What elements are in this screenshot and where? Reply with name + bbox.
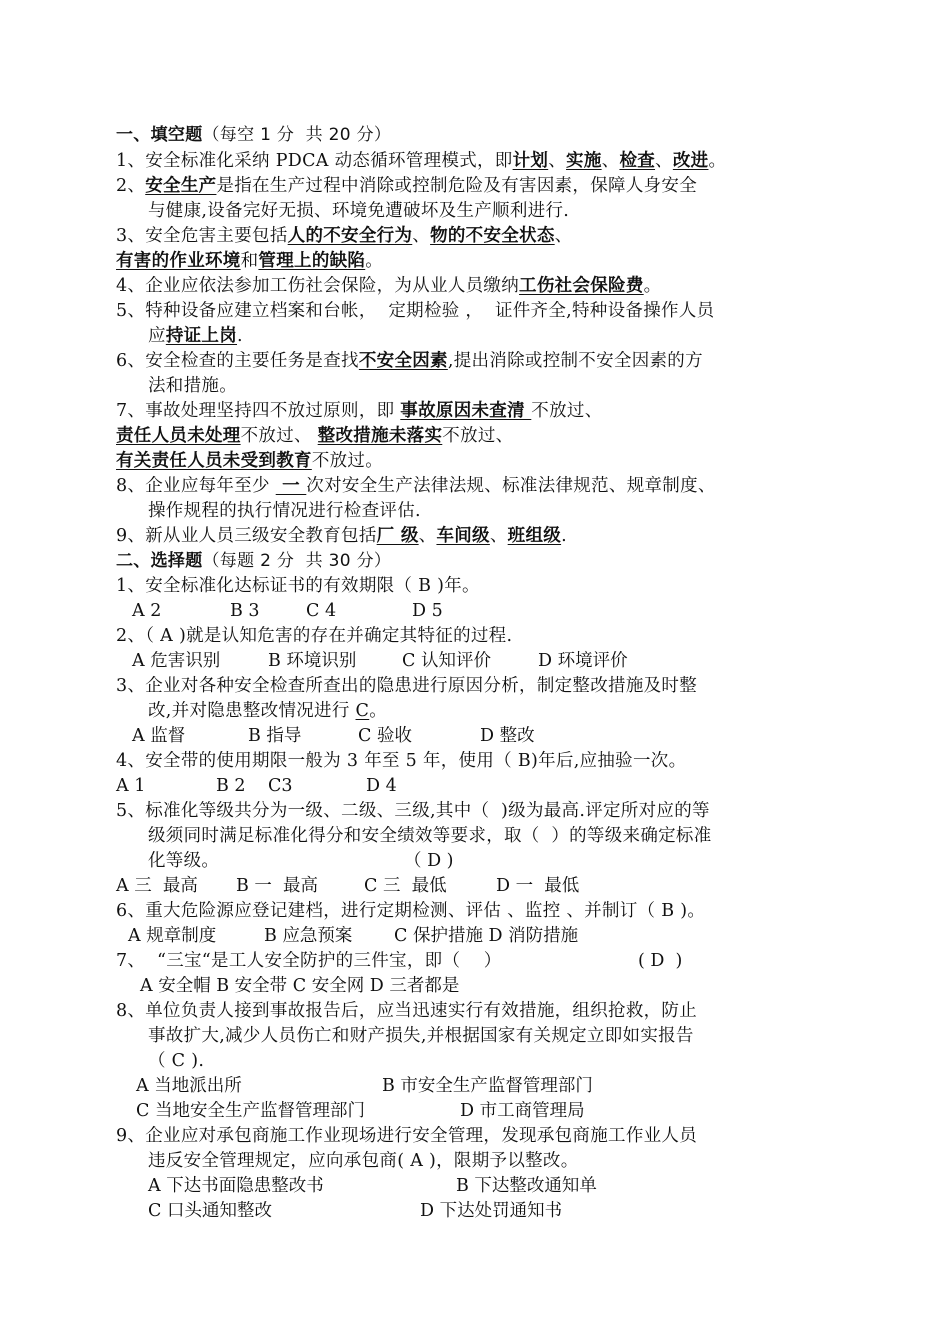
answer: 计划 [512, 151, 549, 171]
q-text: 不放过、 [442, 426, 514, 446]
option: A 三 最高 [116, 876, 198, 896]
option: C 认知评价 [402, 651, 491, 671]
fill-question-9 [116, 524, 567, 548]
option: C 4 [306, 601, 337, 621]
choice-question-7: 7、 “三宝“是工人安全防护的三件宝，即（ ） [116, 951, 502, 971]
fill-question-8 [116, 474, 716, 498]
answer: 责任人员未处理 [116, 426, 241, 446]
option: D 5 [412, 601, 443, 621]
end: 。 [369, 701, 388, 721]
end: 。 [643, 276, 662, 296]
q-num: 2、 [116, 176, 146, 196]
choice-question-5: 5、标准化等级共分为一级、二级、三级,其中（ )级为最高.评定所对应的等 [116, 801, 710, 821]
option: B 3 [230, 601, 260, 621]
q-text: 和 [240, 251, 259, 271]
fill-question-7-cont2 [116, 449, 383, 473]
option: B 2 [216, 776, 246, 796]
fill-question-5-cont [148, 324, 243, 348]
q-text: 是指在生产过程中消除或控制危险及有害因素，保障人身安全 [216, 176, 698, 196]
choice-question-4: 4、安全带的使用期限一般为 3 年至 5 年，使用（ B)年后,应抽验一次。 [116, 751, 687, 771]
fill-question-5: 5、特种设备应建立档案和台帐， 定期检验 ， 证件齐全,特种设备操作人员 [116, 301, 715, 321]
q-text: 1、安全标准化采纳 PDCA 动态循环管理模式，即 [116, 151, 513, 171]
answer: 物的不安全状态 [430, 226, 555, 246]
q-text: 不放过、 [531, 401, 603, 421]
end: 。 [708, 151, 727, 171]
answer: 一 [275, 476, 307, 496]
sep: 、 [412, 226, 431, 246]
option: B 环境识别 [268, 651, 357, 671]
answer: 车间级 [436, 526, 490, 546]
option: D 市工商管理局 [460, 1101, 585, 1121]
choice-question-9-cont: 违反安全管理规定，应向承包商( A )，限期予以整改。 [148, 1151, 579, 1171]
fill-question-7-cont [116, 424, 513, 448]
option: B 指导 [248, 726, 302, 746]
answer: 改进 [672, 151, 709, 171]
answer: 工伤社会保险费 [519, 276, 644, 296]
answer: 有关责任人员未受到教育 [116, 451, 312, 471]
answer: 安全生产 [145, 176, 217, 196]
answer: 有害的作业环境 [116, 251, 241, 271]
option: A 危害识别 [132, 651, 221, 671]
answer: 检查 [619, 151, 656, 171]
fill-question-6 [116, 349, 703, 373]
end: . [561, 526, 567, 546]
choice-question-8-cont2: （ C ). [148, 1051, 205, 1071]
answer: 班组级 [507, 526, 562, 546]
answer: 持证上岗 [165, 326, 238, 346]
choice-question-1: 1、安全标准化达标证书的有效期限（ B )年。 [116, 576, 480, 596]
section-heading-fill-in [116, 123, 391, 147]
option: D 下达处罚通知书 [420, 1201, 563, 1221]
answer: 实施 [566, 151, 602, 171]
fill-question-2-cont: 与健康,设备完好无损、环境免遭破坏及生产顺利进行. [148, 201, 570, 221]
answer: 厂 级 [376, 526, 419, 546]
answer: 人的不安全行为 [287, 226, 413, 246]
fill-question-1 [116, 149, 726, 173]
choice-question-2: 2、（ A )就是认知危害的存在并确定其特征的过程. [116, 626, 513, 646]
sep: 、 [489, 526, 508, 546]
q-text: 7、事故处理坚持四不放过原则，即 [116, 401, 401, 421]
heading-text: 一、填空题 [116, 125, 203, 145]
option: D 一 最低 [496, 876, 580, 896]
option: C 口头通知整改 [148, 1201, 272, 1221]
option: C 验收 [358, 726, 412, 746]
choice-question-5-cont: 级须同时满足标准化得分和安全绩效等要求，取（ ）的等级来确定标准 [148, 826, 712, 846]
answer: 事故原因未查清 [400, 401, 532, 421]
option: B 市安全生产监督管理部门 [382, 1076, 593, 1096]
option: D 环境评价 [538, 651, 628, 671]
heading-note: （每题 2 分 共 30 分） [202, 551, 392, 571]
option: D 整改 [480, 726, 535, 746]
fill-question-3 [116, 224, 572, 248]
option: B 一 最高 [236, 876, 319, 896]
option: A 当地派出所 [136, 1076, 242, 1096]
option: C3 [268, 776, 293, 796]
end: 。 [365, 251, 384, 271]
choice-question-9: 9、企业应对承包商施工作业现场进行安全管理，发现承包商施工作业人员 [116, 1126, 698, 1146]
sep: 、 [655, 151, 673, 171]
q-text: 8、企业应每年至少 [116, 476, 276, 496]
fill-question-4 [116, 274, 661, 298]
sep: 、 [548, 151, 567, 171]
q-text: 9、新从业人员三级安全教育包括 [116, 526, 377, 546]
fill-question-7 [116, 399, 603, 423]
fill-question-6-cont: 法和措施。 [148, 376, 237, 396]
fill-question-2 [116, 174, 697, 198]
option: D 4 [366, 776, 397, 796]
choice-question-3: 3、企业对各种安全检查所查出的隐患进行原因分析，制定整改措施及时整 [116, 676, 698, 696]
option: A 1 [116, 776, 146, 796]
choice-question-6: 6、重大危险源应登记建档，进行定期检测、评估 、监控 、并制订（ B )。 [116, 901, 706, 921]
fill-question-3-cont [116, 249, 383, 273]
heading-note: （每空 1 分 共 20 分） [202, 125, 392, 145]
section-heading-choice [116, 549, 391, 573]
q-text: 次对安全生产法律法规、标准法律规范、规章制度、 [306, 476, 716, 496]
answer: ( D ) [638, 951, 683, 971]
q-text: 3、安全危害主要包括 [116, 226, 288, 246]
answer: 管理上的缺陷 [258, 251, 366, 271]
end: . [237, 326, 243, 346]
choice-question-3-cont [148, 699, 387, 723]
answer: 不安全因素 [358, 351, 448, 371]
sep: 、 [554, 226, 573, 246]
option: B 应急预案 [264, 926, 353, 946]
option: C 当地安全生产监督管理部门 [136, 1101, 365, 1121]
option: A 安全帽 B 安全带 C 安全网 D 三者都是 [140, 976, 460, 996]
option: A 监督 [132, 726, 186, 746]
choice-question-5-cont2: 化等级。 [148, 851, 220, 871]
q-text: 不放过、 [240, 426, 318, 446]
option: C 保护措施 D 消防措施 [394, 926, 579, 946]
option: B 下达整改通知单 [456, 1176, 597, 1196]
q-text: 不放过。 [311, 451, 384, 471]
option: A 下达书面隐患整改书 [148, 1176, 324, 1196]
q-text: 4、企业应依法参加工伤社会保险，为从业人员缴纳 [116, 276, 520, 296]
q-text: ,提出消除或控制不安全因素的方 [447, 351, 703, 371]
q-text: 应 [148, 326, 166, 346]
q-text: 6、安全检查的主要任务是查找 [116, 351, 359, 371]
answer: 整改措施未落实 [317, 426, 443, 446]
option: A 2 [132, 601, 162, 621]
option: A 规章制度 [128, 926, 217, 946]
option: C 三 最低 [364, 876, 447, 896]
fill-question-8-cont: 操作规程的执行情况进行检查评估. [148, 501, 421, 521]
sep: 、 [601, 151, 620, 171]
heading-text: 二、选择题 [116, 551, 203, 571]
sep: 、 [418, 526, 437, 546]
choice-question-8: 8、单位负责人接到事故报告后，应当迅速实行有效措施，组织抢救，防止 [116, 1001, 698, 1021]
choice-question-8-cont: 事故扩大,减少人员伤亡和财产损失,并根据国家有关规定立即如实报告 [148, 1026, 694, 1046]
q-text: 改,并对隐患整改情况进行 [148, 701, 356, 721]
answer: C [355, 701, 370, 721]
answer: （ D ) [404, 851, 454, 871]
